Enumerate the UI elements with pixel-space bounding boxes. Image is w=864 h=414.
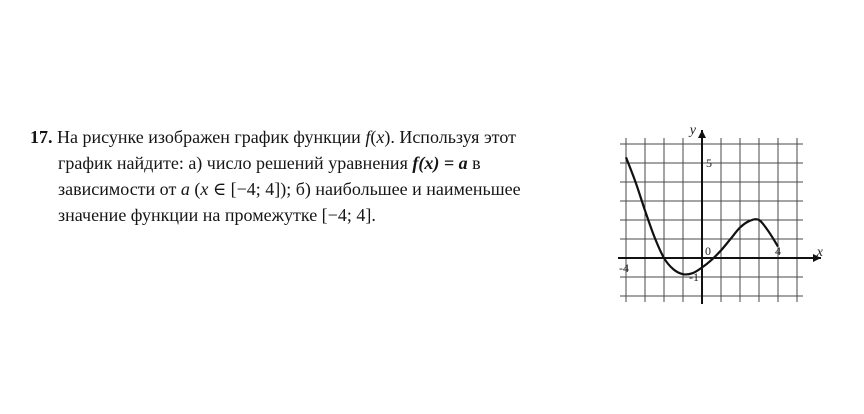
problem-text: ∈ [−4; 4]); б) наибольшее и наименьшее <box>212 179 521 199</box>
axis-label-x: x <box>816 245 823 260</box>
problem-text: На рисунке изображен график функции <box>57 127 361 147</box>
problem-text: зависимости от <box>58 179 177 199</box>
problem-line-1 <box>30 124 600 150</box>
problem-line-4 <box>30 202 600 228</box>
problem-text: в <box>472 153 481 173</box>
axis-label-y: y <box>689 123 696 138</box>
problem-line-2 <box>30 150 600 176</box>
tick-label-x-right: 4 <box>775 244 781 258</box>
problem-text: значение функции на промежутке [−4; 4]. <box>58 205 376 225</box>
paren-open: ( <box>194 179 201 199</box>
tick-label-y-top: 5 <box>706 156 712 170</box>
problem-number: 17. <box>30 127 53 147</box>
tick-label-origin: 0 <box>705 244 711 258</box>
function-graph <box>600 104 840 304</box>
y-axis-arrow-icon <box>698 130 706 138</box>
variable-x: x <box>376 127 385 147</box>
axes <box>618 130 821 304</box>
problem-line-3 <box>30 176 600 202</box>
graph-svg <box>600 104 840 304</box>
tick-label-y-bottom: -1 <box>689 270 699 284</box>
variable-a: a <box>180 179 190 199</box>
paren-open: ( <box>370 127 377 147</box>
equation: f(x) = a <box>412 153 468 173</box>
problem-text-rest: ). Используя этот <box>384 127 516 147</box>
problem-statement <box>30 124 600 228</box>
tick-label-x-left: -4 <box>619 261 629 275</box>
variable-x: x <box>200 179 209 199</box>
problem-text: график найдите: а) число решений уравнения <box>58 153 408 173</box>
function-name: f <box>365 127 371 147</box>
